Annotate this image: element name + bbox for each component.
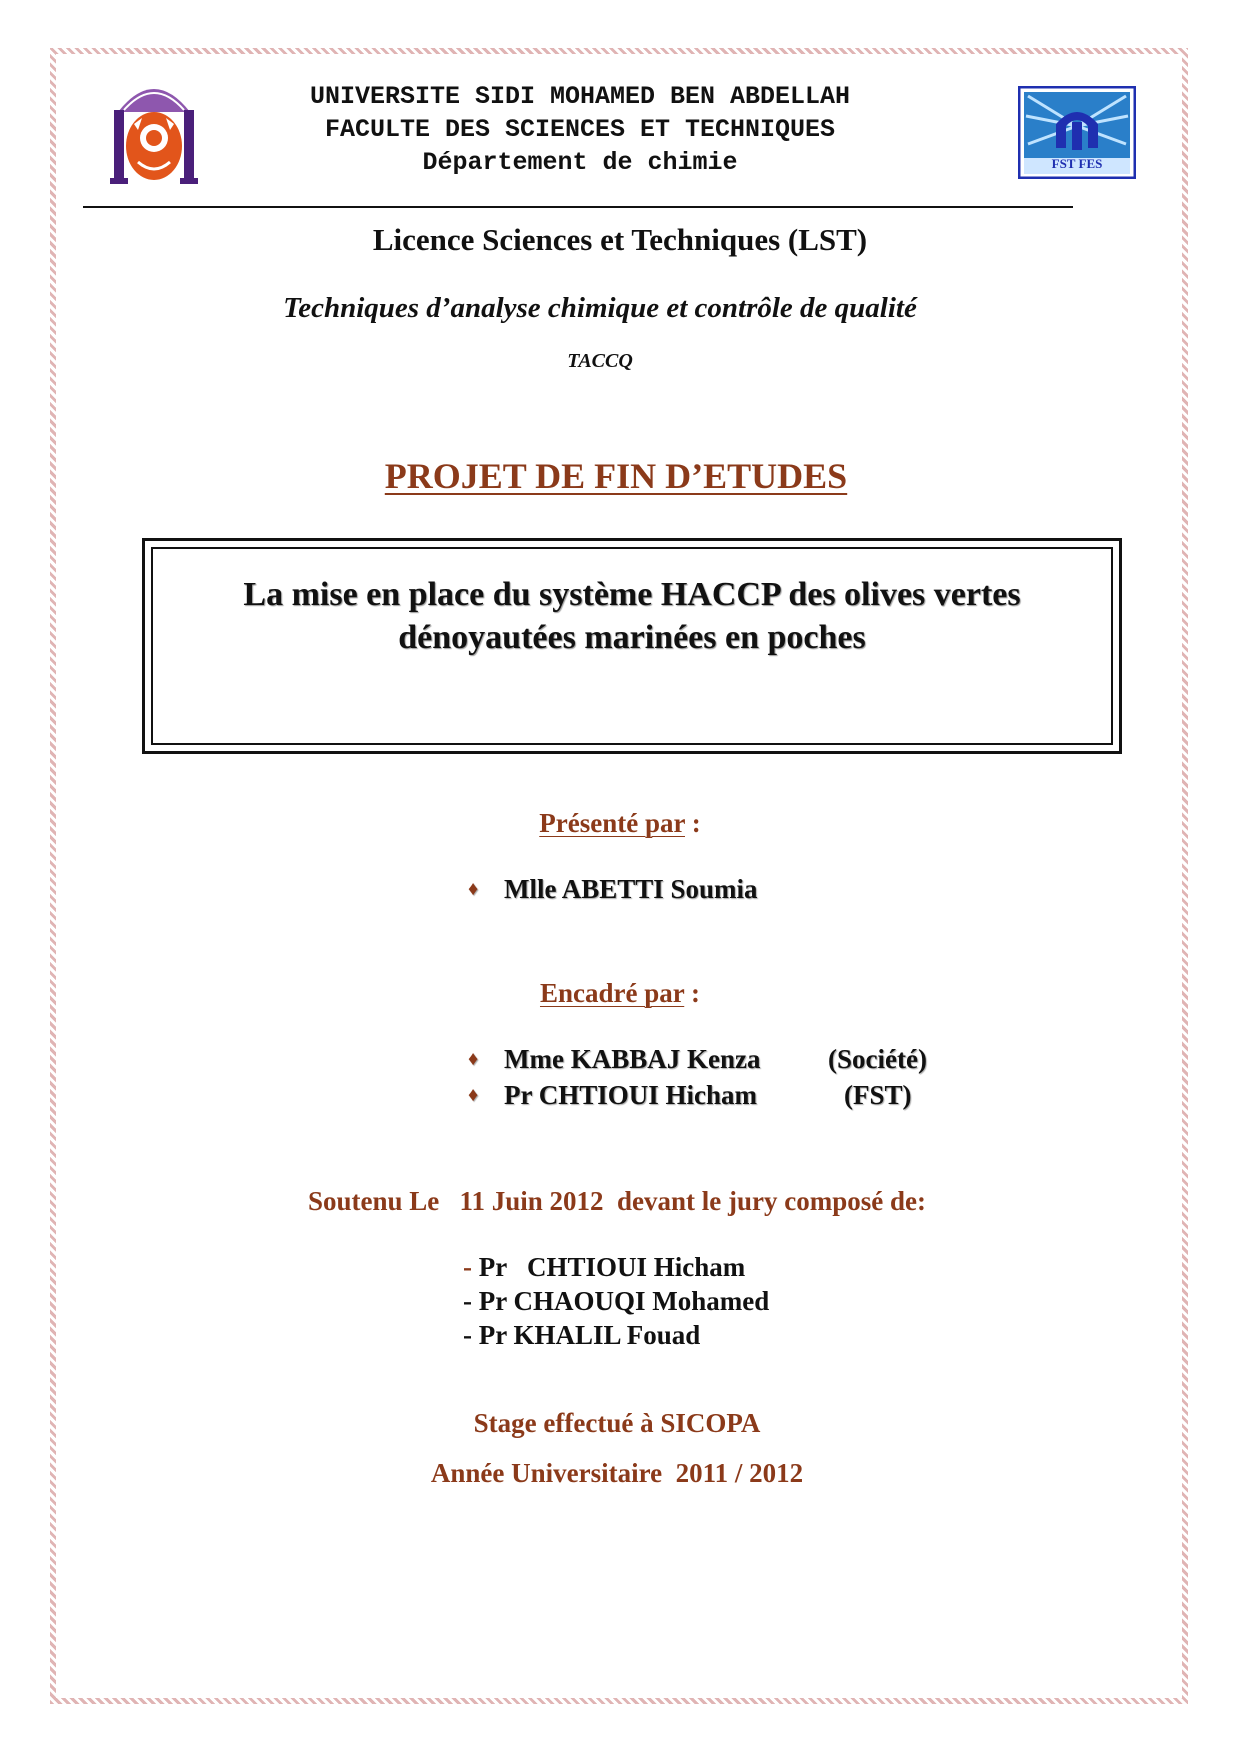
university-logo: [108, 72, 200, 188]
presented-by-label: Présenté par: [539, 808, 685, 838]
header-divider: [83, 206, 1073, 208]
bullet-diamond-icon: ♦: [468, 1048, 479, 1070]
thesis-title-line2: dénoyautées marinées en poches: [398, 619, 866, 656]
jury-dash: -: [463, 1286, 479, 1316]
supervisor-name: Pr CHTIOUI Hicham: [504, 1080, 758, 1110]
thesis-title-line1: La mise en place du système HACCP des olives vertes: [243, 576, 1021, 613]
defense-statement: Soutenu Le 11 Juin 2012 devant le jury composé de:: [307, 1186, 927, 1216]
internship-location: Stage effectué à SICOPA: [473, 1408, 761, 1438]
department-name: Département de chimie: [422, 148, 738, 177]
jury-name: Pr CHAOUQI Mohamed: [478, 1286, 770, 1316]
supervisor-affiliation: (FST): [844, 1080, 912, 1110]
institution-header: [200, 80, 960, 179]
faculty-name: FACULTE DES SCIENCES ET TECHNIQUES: [324, 115, 836, 144]
jury-name: Pr KHALIL Fouad: [478, 1320, 701, 1350]
jury-dash: -: [463, 1320, 479, 1350]
fst-logo-label: FST FES: [1051, 156, 1103, 171]
supervised-by-heading: [0, 978, 1240, 1009]
jury-list: [463, 1250, 769, 1352]
student-name: Mlle ABETTI Soumia: [504, 874, 758, 904]
licence-title: Licence Sciences et Techniques (LST): [372, 222, 868, 257]
fst-fes-logo: [1018, 86, 1136, 179]
supervisor-name: Mme KABBAJ Kenza: [504, 1044, 761, 1074]
academic-year: Année Universitaire 2011 / 2012: [430, 1458, 804, 1488]
jury-member: [463, 1284, 769, 1318]
supervised-by-colon: :: [684, 978, 700, 1008]
bullet-diamond-icon: ♦: [468, 878, 479, 900]
jury-member: [463, 1318, 769, 1352]
programme-option: Techniques d’analyse chimique et contrôle de qualité: [283, 292, 917, 324]
thesis-title-box: [142, 538, 1122, 754]
jury-name: Pr CHTIOUI Hicham: [478, 1252, 746, 1282]
jury-dash: -: [463, 1252, 479, 1282]
project-label: PROJET DE FIN D’ETUDES: [384, 456, 848, 496]
programme-acronym: TACCQ: [567, 350, 633, 372]
presented-by-colon: :: [684, 808, 701, 838]
presented-by-heading: [0, 808, 1240, 839]
thesis-title: [145, 573, 1119, 659]
supervisor-affiliation: (Société): [828, 1044, 927, 1074]
jury-member: [463, 1250, 769, 1284]
bullet-diamond-icon: ♦: [468, 1084, 479, 1106]
university-name: UNIVERSITE SIDI MOHAMED BEN ABDELLAH: [309, 82, 851, 111]
supervised-by-label: Encadré par: [539, 978, 685, 1008]
